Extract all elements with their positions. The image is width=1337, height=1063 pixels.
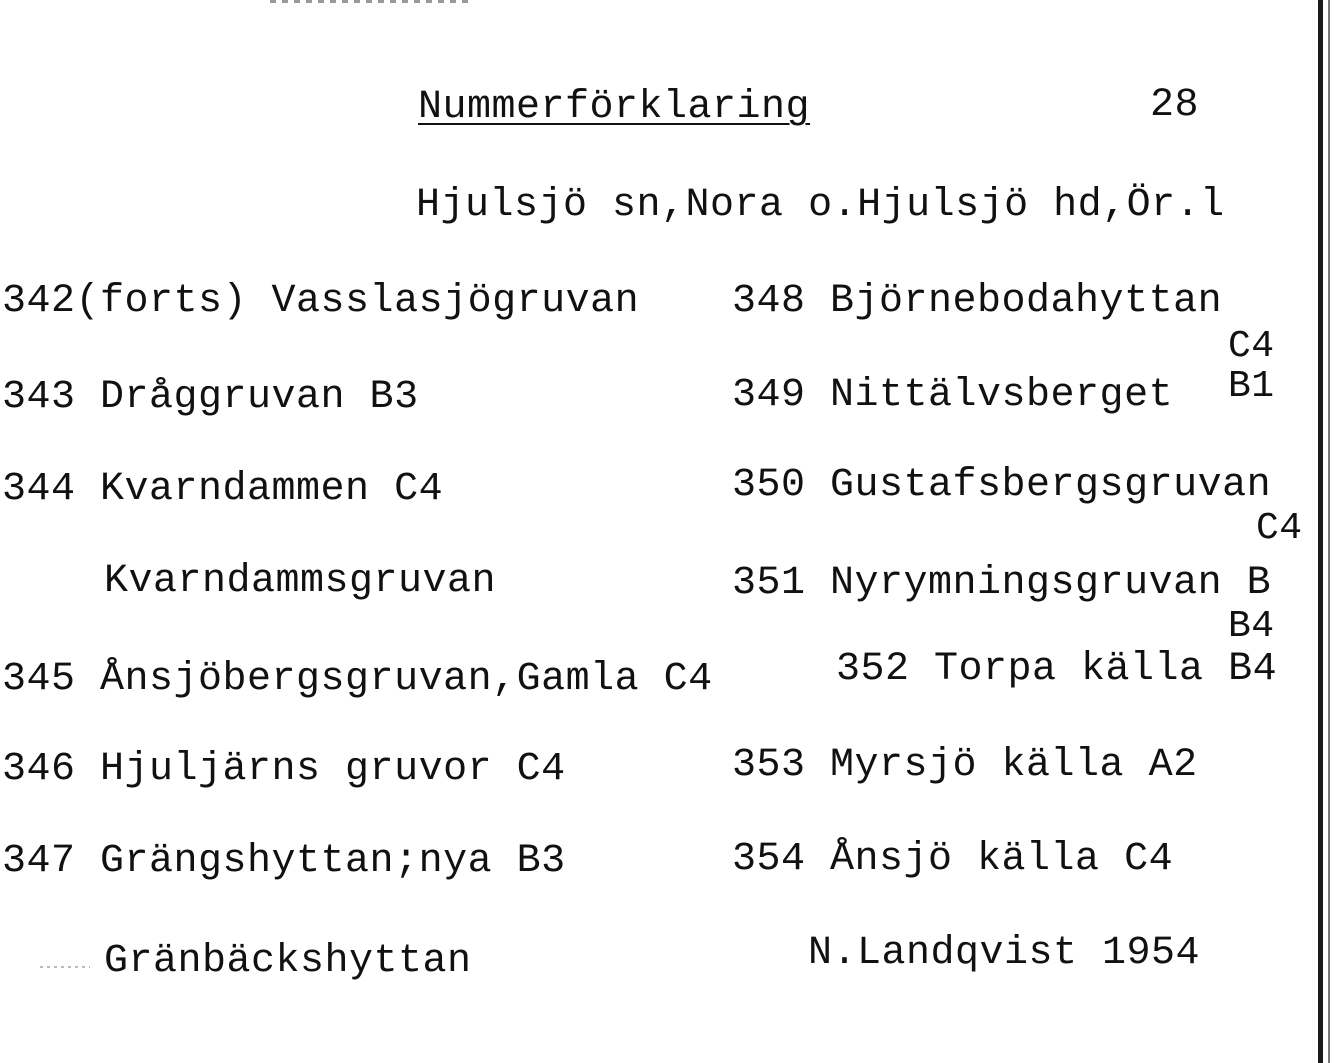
entry-345: 345 Ånsjöbergsgruvan,Gamla C4 xyxy=(2,657,713,702)
entry-346: 346 Hjuljärns gruvor C4 xyxy=(2,747,566,792)
entry-353: 353 Myrsjö källa A2 xyxy=(732,743,1198,788)
entry-349-grid: B1 xyxy=(1228,365,1275,408)
page-title: Nummerförklaring xyxy=(418,85,811,130)
entry-347: 347 Grängshyttan;nya B3 xyxy=(2,839,566,884)
page-number: 28 xyxy=(1150,83,1200,128)
author-signature: N.Landqvist 1954 xyxy=(808,931,1201,976)
scan-artifact-top xyxy=(270,0,470,3)
entry-348-grid: C4 xyxy=(1228,325,1275,368)
entry-351-grid: B4 xyxy=(1228,605,1275,648)
entry-344-alt-name: Kvarndammsgruvan xyxy=(104,559,497,604)
scan-artifact-dots xyxy=(40,966,90,968)
card-edge xyxy=(1318,0,1323,1063)
entry-354: 354 Ånsjö källa C4 xyxy=(732,837,1174,882)
entry-342: 342(forts) Vasslasjögruvan xyxy=(2,279,640,324)
entry-351: 351 Nyrymningsgruvan B xyxy=(732,561,1272,606)
entry-347-alt-name: Gränbäckshyttan xyxy=(104,939,472,984)
entry-352: 352 Torpa källa B4 xyxy=(836,647,1278,692)
card-edge-shadow xyxy=(1328,0,1330,1063)
entry-350-grid: C4 xyxy=(1256,507,1303,550)
entry-344: 344 Kvarndammen C4 xyxy=(2,467,444,512)
entry-349: 349 Nittälvsberget xyxy=(732,373,1174,418)
entry-348: 348 Björnebodahyttan xyxy=(732,279,1223,324)
entry-350: 350 Gustafsbergsgruvan xyxy=(732,463,1272,508)
parish-subtitle: Hjulsjö sn,Nora o.Hjulsjö hd,Ör.l xyxy=(416,183,1225,228)
entry-343: 343 Dråggruvan B3 xyxy=(2,375,419,420)
